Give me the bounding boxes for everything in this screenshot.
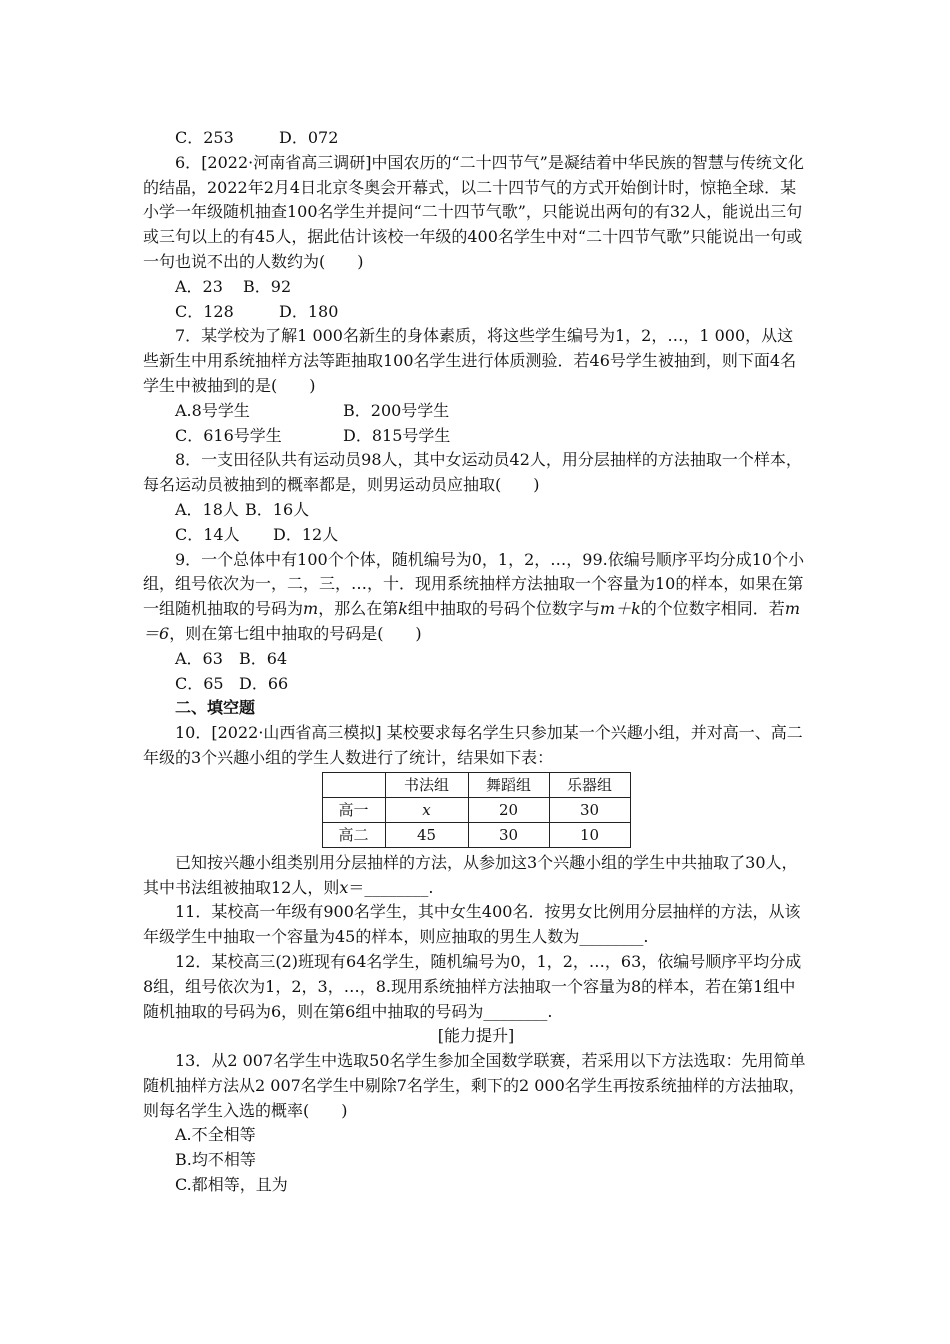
- q10-var-x: x: [339, 877, 349, 897]
- q9-option-b: B．64: [239, 648, 288, 668]
- q10-after-table: [143, 851, 809, 901]
- q6-options-ab: [143, 275, 809, 300]
- q9-options-cd: [143, 672, 809, 697]
- q8-options-ab: [143, 498, 809, 523]
- q12-stem: 12．某校高三(2)班现有64名学生，随机编号为0，1，2，…，63，依编号顺序平均分成8组，组号依次为1，2，3，…，8.现用系统抽样方法抽取一个容量为8的样本，若在第1组中随机抽取的号码为6，则在第6组中抽取的号码为________.: [143, 951, 802, 1021]
- q9-text-a: 9．一个总体中有100个个体，随机编号为0，1，2，…，99.依编号顺序平均分成10个小组，组号依次为一，二，三，…，十．现用系统抽样方法抽取一个容量为10的样本，如果在第一组随机抽取的号码为: [143, 549, 805, 619]
- q6-option-d: D．180: [279, 301, 339, 321]
- table-row: [322, 797, 630, 822]
- q6-source: [2022·河南省高三调研]: [201, 152, 372, 172]
- document-body: [143, 126, 809, 1198]
- q9-eq: m＝6: [143, 599, 800, 643]
- table-cell: 20: [468, 797, 549, 822]
- q5-option-d: D．072: [279, 128, 339, 147]
- q9-options-ab: [143, 647, 809, 672]
- q11-stem: 11．某校高一年级有900名学生，其中女生400名．按男女比例用分层抽样的方法，从该年级学生中抽取一个容量为45的样本，则应抽取的男生人数为________.: [143, 902, 801, 947]
- q6-option-a: A．23: [175, 276, 223, 296]
- q7-option-b: B．200号学生: [343, 400, 450, 420]
- q8-option-a: A．18人: [175, 499, 239, 519]
- q6-options-cd: [143, 300, 809, 325]
- q7-option-c: C．616号学生: [175, 425, 282, 445]
- q13-option-a: A.不全相等: [175, 1125, 256, 1145]
- q7-option-a: A.8号学生: [175, 400, 250, 420]
- q13-option-c: C.都相等，且为: [175, 1175, 288, 1195]
- table-cell: 30: [468, 822, 549, 847]
- q9-text-d: 的个位数字相同．若: [640, 599, 785, 619]
- q6-option-b: B．92: [243, 276, 292, 296]
- q9-expr: m＋k: [599, 599, 641, 619]
- section-fill-in: 二、填空题: [175, 698, 256, 718]
- q7-stem: 7．某学校为了解1 000名新生的身体素质，将这些学生编号为1，2，…，1 000，从这些新生中用系统抽样方法等距抽取100名学生进行体质测验．若46号学生被抽到，则下面4名学生中被抽到的是( ): [143, 326, 797, 395]
- q9-option-a: A．63: [175, 648, 223, 668]
- q10-after-text: 已知按兴趣小组类别用分层抽样的方法，从参加这3个兴趣小组的学生中共抽取了30人，其中书法组被抽取12人，则: [143, 852, 798, 897]
- table-header-cell: 舞蹈组: [468, 772, 549, 797]
- table-header-cell: 乐器组: [549, 772, 630, 797]
- q13-stem: 13．从2 007名学生中选取50名学生参加全国数学联赛，若采用以下方法选取：先用简单随机抽样方法从2 007名学生中剔除7名学生，剩下的2 000名学生再按系统抽样的方法抽取，则每名学生入选的概率( ): [143, 1051, 806, 1120]
- q13-option-b: B.均不相等: [175, 1150, 256, 1170]
- q8-option-b: B．16人: [245, 499, 310, 519]
- q9-text-b: ，那么在第: [318, 599, 399, 619]
- q8-option-c: C．14人: [175, 524, 240, 544]
- q9-var-m: m: [303, 599, 319, 619]
- q8-option-d: D．12人: [273, 524, 339, 544]
- table-cell: [385, 797, 468, 822]
- q5-option-c: C．253: [175, 128, 234, 147]
- q9-text-e: ，则在第七组中抽取的号码是( ): [169, 623, 422, 643]
- q6-option-c: C．128: [175, 301, 234, 321]
- q9-option-c: C．65: [175, 673, 224, 693]
- section-ability: [能力提升]: [437, 1026, 515, 1046]
- q9-option-d: D．66: [239, 673, 289, 693]
- q6-text: 中国农历的“二十四节气”是凝结着中华民族的智慧与传统文化的结晶，2022年2月4日北京冬奥会开幕式，以二十四节气的方式开始倒计时，惊艳全球．某小学一年级随机抽查100名学生并提问“二十四节气歌”，只能说出两句的有32人，能说出三句或三句以上的有45人，据此估计该校一年级的400名学生中对“二十四节气歌”只能说出一句或一句也说不出的人数约为( ): [143, 152, 804, 271]
- q6-stem: 6．[2022·河南省高三调研]中国农历的“二十四节气”是凝结着中华民族的智慧与传统文化的结晶，2022年2月4日北京冬奥会开幕式，以二十四节气的方式开始倒计时，惊艳全球．某小学一年级随机抽查100名学生并提问“二十四节气歌”，只能说出两句的有32人，能说出三句或三句以上的有45人，据此估计该校一年级的400名学生中对“二十四节气歌”只能说出一句或一句也说不出的人数约为( ): [143, 152, 804, 271]
- table-header-cell: 书法组: [385, 772, 468, 797]
- q7-option-d: D．815号学生: [343, 425, 451, 445]
- table-row: [322, 822, 630, 847]
- q9-var-k: k: [398, 599, 408, 619]
- table-cell: 45: [385, 822, 468, 847]
- q10-table-wrap: [143, 772, 809, 848]
- q10-table: [322, 772, 631, 848]
- q9-text-c: 组中抽取的号码个位数字与: [407, 599, 600, 619]
- q7-options-ab: [143, 399, 809, 424]
- q5-options-cd: [143, 126, 809, 151]
- q8-stem: 8．一支田径队共有运动员98人，其中女运动员42人，用分层抽样的方法抽取一个样本，每名运动员被抽到的概率都是，则男运动员应抽取( ): [143, 450, 802, 495]
- table-cell: 高一: [322, 797, 385, 822]
- q7-options-cd: [143, 424, 809, 449]
- q9-stem: [143, 548, 809, 647]
- q10-stem: 10．[2022·山西省高三模拟] 某校要求每名学生只参加某一个兴趣小组，并对高一、高二年级的3个兴趣小组的学生人数进行了统计，结果如下表：: [143, 723, 803, 767]
- table-header-row: [322, 772, 630, 797]
- table-cell: 高二: [322, 822, 385, 847]
- table-header-cell: [322, 772, 385, 797]
- table-cell: 30: [549, 797, 630, 822]
- table-cell: 10: [549, 822, 630, 847]
- q10-blank: ＝________.: [348, 877, 434, 897]
- q8-options-cd: [143, 523, 809, 548]
- table-cell-var: x: [422, 800, 431, 819]
